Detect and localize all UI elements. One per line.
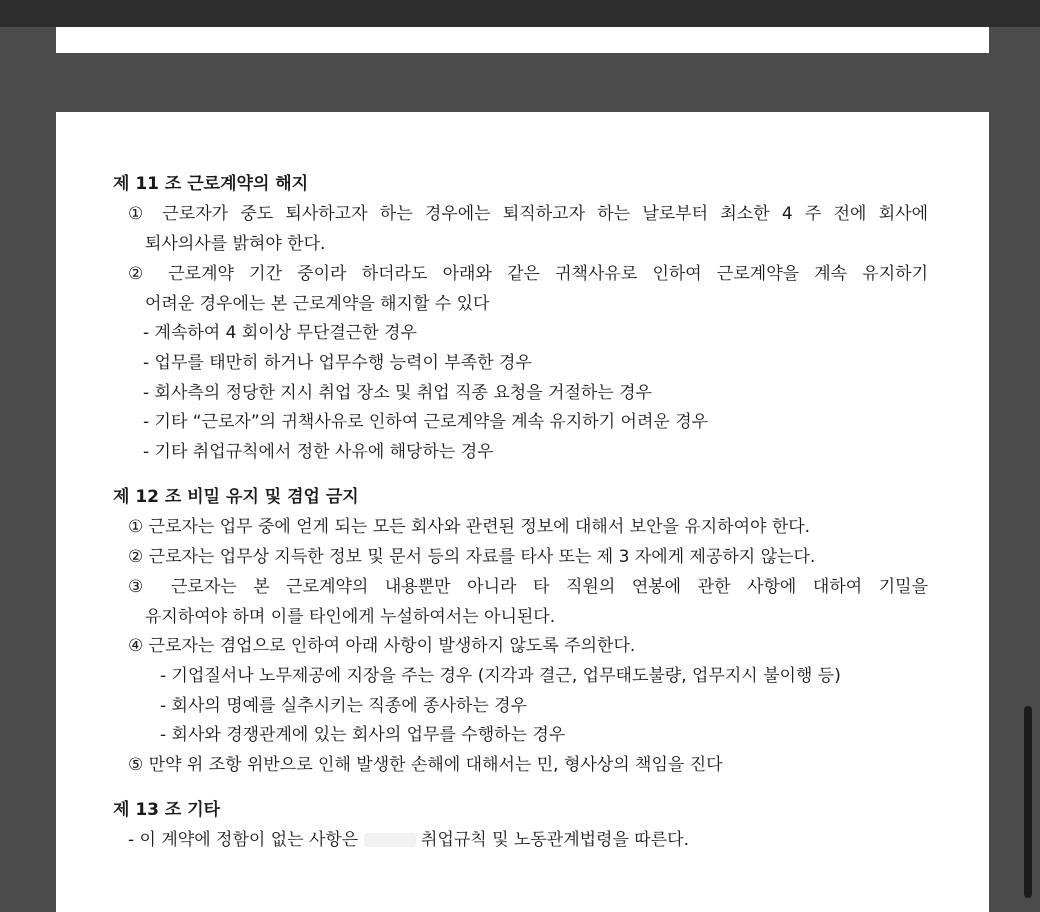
article-11-clause-2-line-2: 어려운 경우에는 본 근로계약을 해지할 수 있다 (145, 294, 490, 314)
article-11-clause-2-line-1: ② 근로계약 기간 중이라 하더라도 아래와 같은 귀책사유로 인하여 근로계약을 계속 유지하기 (128, 264, 928, 284)
article-12-clause-1: ① 근로자는 업무 중에 얻게 되는 모든 회사와 관련된 정보에 대해서 보안을 유지하여야 한다. (128, 517, 811, 537)
article-13-text (128, 829, 689, 851)
article-12-sub-item: - 회사와 경쟁관계에 있는 회사의 업무를 수행하는 경우 (160, 725, 566, 745)
scrollbar-thumb[interactable] (1024, 706, 1032, 898)
previous-page-bottom (56, 27, 989, 53)
article-12-sub-item: - 회사의 명예를 실추시키는 직종에 종사하는 경우 (160, 696, 527, 716)
article-13-text-before: - 이 계약에 정함이 없는 사항은 (128, 830, 359, 850)
article-11-clause-1-line-1: ① 근로자가 중도 퇴사하고자 하는 경우에는 퇴직하고자 하는 날로부터 최소한 4 주 전에 회사에 (128, 204, 928, 224)
article-12-clause-2: ② 근로자는 업무상 지득한 정보 및 문서 등의 자료를 타사 또는 제 3 자에게 제공하지 않는다. (128, 547, 816, 567)
article-13-text-after: 취업규칙 및 노동관계법령을 따른다. (421, 830, 689, 850)
article-11-item: - 회사측의 정당한 지시 취업 장소 및 취업 직종 요청을 거절하는 경우 (143, 383, 652, 403)
article-12-heading: 제 12 조 비밀 유지 및 겸업 금지 (113, 487, 359, 507)
article-12-clause-3-line-2: 유지하여야 하며 이를 타인에게 누설하여서는 아니된다. (145, 607, 556, 627)
article-12-clause-4: ④ 근로자는 겸업으로 인하여 아래 사항이 발생하지 않도록 주의한다. (128, 636, 636, 656)
redacted-company-name (364, 833, 416, 847)
article-12-clause-5: ⑤ 만약 위 조항 위반으로 인해 발생한 손해에 대해서는 민, 형사상의 책임을 진다 (128, 755, 723, 775)
viewer-top-bar (0, 0, 1040, 27)
article-11-heading: 제 11 조 근로계약의 해지 (113, 174, 309, 194)
article-11-item: - 업무를 태만히 하거나 업무수행 능력이 부족한 경우 (143, 353, 532, 373)
article-11-item: - 계속하여 4 회이상 무단결근한 경우 (143, 323, 417, 343)
article-13-heading: 제 13 조 기타 (113, 800, 221, 820)
article-11-item: - 기타 취업규칙에서 정한 사유에 해당하는 경우 (143, 442, 494, 462)
article-11-item: - 기타 “근로자”의 귀책사유로 인하여 근로계약을 계속 유지하기 어려운 경우 (143, 412, 709, 432)
article-12-clause-3-line-1: ③ 근로자는 본 근로계약의 내용뿐만 아니라 타 직원의 연봉에 관한 사항에 대하여 기밀을 (128, 577, 928, 597)
article-11-clause-1-line-2: 퇴사의사를 밝혀야 한다. (145, 234, 326, 254)
document-page (56, 112, 989, 912)
article-12-sub-item: - 기업질서나 노무제공에 지장을 주는 경우 (지각과 결근, 업무태도불량, 업무지시 불이행 등) (160, 666, 841, 686)
